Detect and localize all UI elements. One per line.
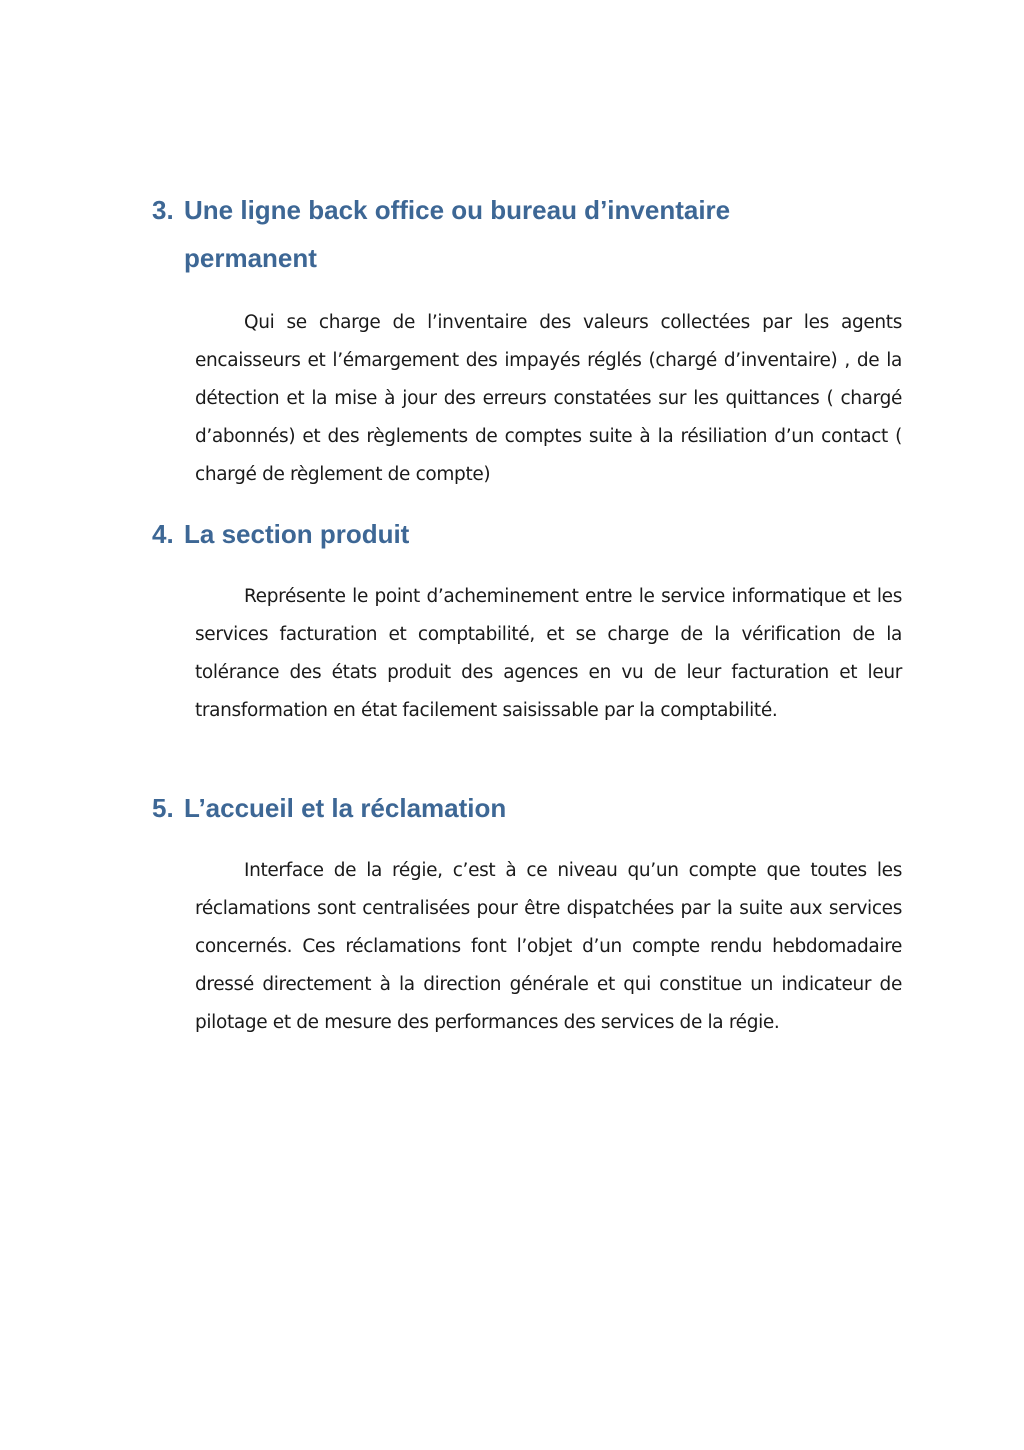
section-3-title-line2: permanent	[184, 243, 317, 273]
section-3-heading	[152, 186, 892, 282]
section-4-title: La section produit	[184, 519, 410, 549]
section-4-heading	[152, 510, 892, 558]
section-5-body: Interface de la régie, c’est à ce niveau qu’un compte que toutes les réclamations sont centralisées pour être dispatchées par la suite aux services concernés. Ces réclamations font l’objet d’un compte rendu hebdomadaire dressé directement à la direction générale et qui constitue un indicateur de pilotage et de mesure des performances des services de la régie.	[195, 860, 902, 1033]
section-5-number: 5.	[152, 793, 174, 823]
section-3-title-line1: Une ligne back office ou bureau d’inventaire	[184, 195, 731, 225]
section-5-title: L’accueil et la réclamation	[184, 793, 507, 823]
section-3-number: 3.	[152, 195, 174, 225]
section-3-body: Qui se charge de l’inventaire des valeurs collectées par les agents encaisseurs et l’émargement des impayés réglés (chargé d’inventaire) , de la détection et la mise à jour des erreurs constatées sur les quittances ( chargé d’abonnés) et des règlements de comptes suite à la résiliation d’un contact ( chargé de règlement de compte)	[195, 312, 902, 485]
section-4-number: 4.	[152, 519, 174, 549]
section-5-heading	[152, 784, 892, 832]
section-4-body: Représente le point d’acheminement entre le service informatique et les services facturation et comptabilité, et se charge de la vérification de la tolérance des états produit des agences en vu de leur facturation et leur transformation en état facilement saisissable par la comptabilité.	[195, 586, 902, 721]
